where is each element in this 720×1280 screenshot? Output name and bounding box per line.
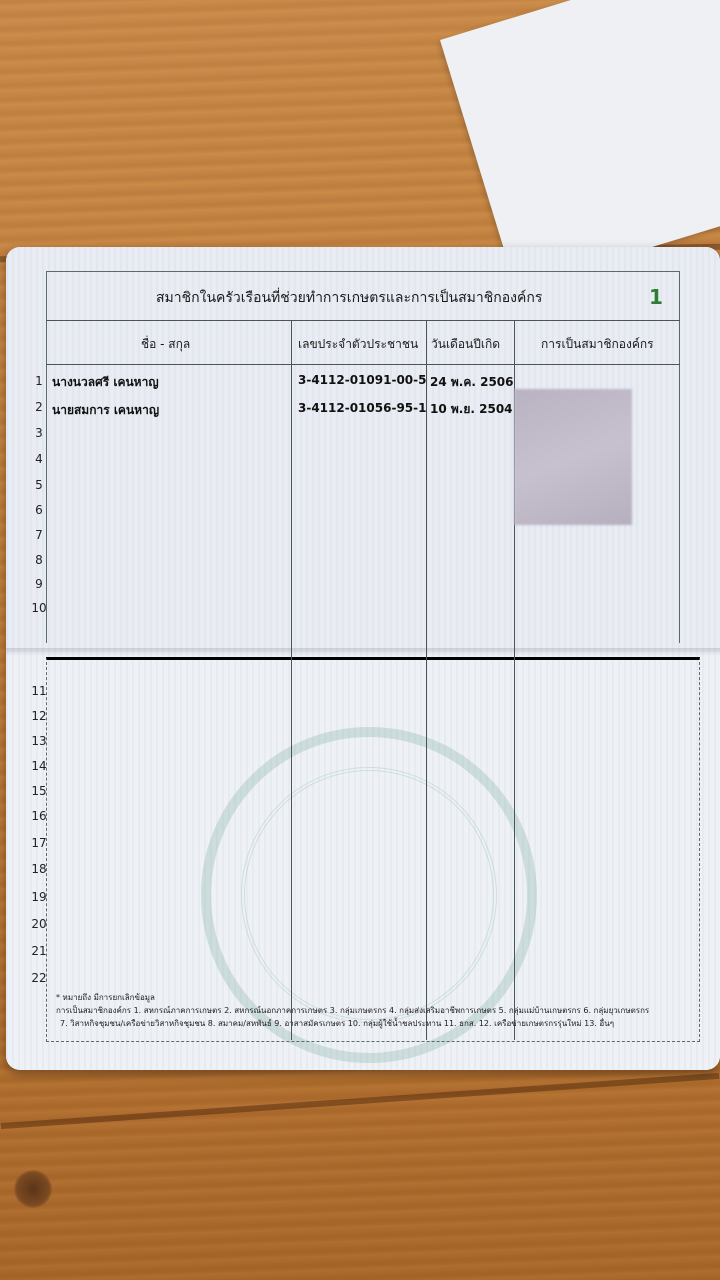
row-number: 8 — [35, 553, 43, 567]
row-number: 12 — [31, 709, 47, 723]
member-id-number: 3-4112-01056-95-1 — [298, 401, 427, 415]
footnote-membership-legend-cont: 7. วิสาหกิจชุมชน/เครือข่ายวิสาหกิจชุมชน 8. สมาคม/สหพันธ์ 9. อาสาสมัครเกษตร 10. กลุ่มผู้ใช้น้ำชลประทาน 11. ธกส. 12. เครือข่ายเกษตรกรรุ่นใหม่ 13. อื่นๆ — [60, 1019, 614, 1028]
footnote-cancel-note: * หมายถึง มีการยกเลิกข้อมูล — [56, 993, 155, 1002]
header-birth-date: วันเดือนปีเกิด — [431, 337, 501, 351]
table-board-seam — [1, 1073, 720, 1129]
row-number: 3 — [35, 426, 43, 440]
member-name: นายสมการ เคนหาญ — [52, 403, 160, 417]
row-number: 18 — [31, 862, 47, 876]
row-number: 17 — [31, 836, 47, 850]
member-id-number: 3-4112-01091-00-5 — [298, 373, 427, 387]
row-number: 21 — [31, 944, 47, 958]
member-birth-date: 24 พ.ค. 2506 — [430, 375, 514, 389]
row-number: 7 — [35, 528, 43, 542]
row-number: 13 — [31, 734, 47, 748]
row-number: 14 — [31, 759, 47, 773]
header-membership: การเป็นสมาชิกองค์กร — [541, 337, 654, 351]
row-number: 5 — [35, 478, 43, 492]
footnote-membership-legend: การเป็นสมาชิกองค์กร 1. สหกรณ์ภาคการเกษตร 2. สหกรณ์นอกภาคการเกษตร 3. กลุ่มเกษตรกร 4. กลุ่มส่งเสริมอาชีพการเกษตร 5. กลุ่มแม่บ้านเกษตรกร 6. กลุ่มยุวเกษตรกร — [56, 1006, 650, 1015]
farmer-registration-booklet — [6, 247, 720, 1070]
row-number: 19 — [31, 890, 47, 904]
row-number: 9 — [35, 577, 43, 591]
row-number: 2 — [35, 400, 43, 414]
column-divider — [426, 320, 427, 1040]
row-number: 1 — [35, 374, 43, 388]
row-number: 20 — [31, 917, 47, 931]
row-number: 6 — [35, 503, 43, 517]
row-number: 10 — [31, 601, 47, 615]
row-number: 16 — [31, 809, 47, 823]
member-name: นางนวลศรี เคนหาญ — [52, 375, 159, 389]
title-rule — [46, 320, 680, 321]
page-number: 1 — [649, 285, 663, 309]
table-frame-bottom — [46, 657, 700, 1042]
header-name: ชื่อ - สกุล — [141, 337, 191, 351]
row-number: 11 — [31, 684, 47, 698]
header-id-number: เลขประจำตัวประชาชน — [298, 337, 419, 351]
row-number: 22 — [31, 971, 47, 985]
header-rule — [46, 364, 680, 365]
redacted-area — [514, 389, 632, 525]
wood-knot — [14, 1170, 52, 1208]
booklet-fold — [6, 648, 720, 656]
member-birth-date: 10 พ.ย. 2504 — [430, 402, 513, 416]
page-title: สมาชิกในครัวเรือนที่ช่วยทำการเกษตรและการเป็นสมาชิกองค์กร — [156, 290, 543, 306]
column-divider — [291, 320, 292, 1040]
row-number: 4 — [35, 452, 43, 466]
row-number: 15 — [31, 784, 47, 798]
